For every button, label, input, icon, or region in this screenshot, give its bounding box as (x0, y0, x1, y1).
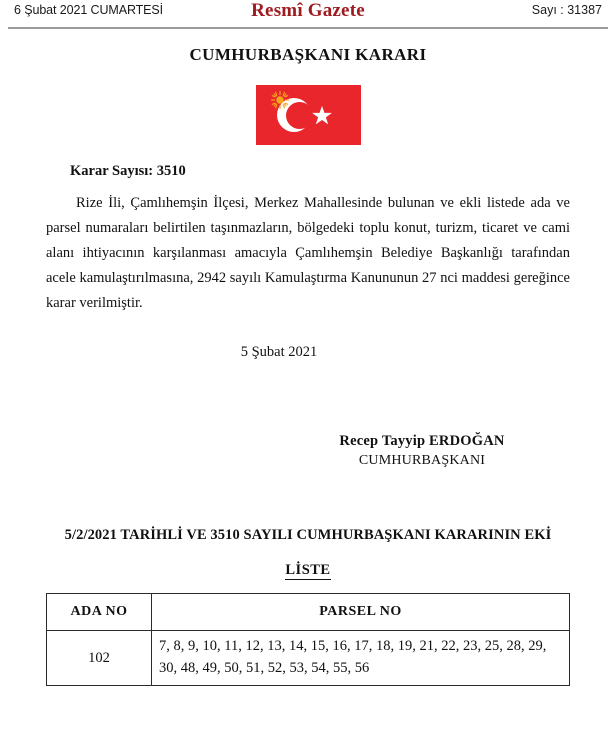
cell-parsel-no (152, 631, 570, 686)
table-header-row (47, 594, 570, 631)
flag-container (0, 85, 616, 145)
sun-burst-icon (270, 90, 290, 110)
annex-list-label (46, 562, 570, 579)
decision-number: Karar Sayısı: 3510 (70, 163, 186, 179)
parcel-table-container (0, 593, 616, 686)
annex-list-label-text: LİSTE (285, 562, 331, 578)
decision-body (0, 163, 616, 579)
signatory-name: Recep Tayyip ERDOĞAN (339, 433, 505, 449)
gazette-title: Resmî Gazete (251, 0, 365, 21)
turkish-flag-icon (256, 85, 361, 145)
decision-paragraph: Rize İli, Çamlıhemşin İlçesi, Merkez Mahallesinde bulunan ve ekli listede ada ve parsel numaraları belirtilen taşınmazların, bölgedeki toplu konut, turizm, ticaret ve cami alanı ihtiyacının karşılanması amacıyla Çamlıhemşin Belediye Başkanlığı tarafından acele kamulaştırılmasına, 2942 sayılı Kamulaştırma Kanununun 27 nci maddesi gereğince karar verilmiştir. (46, 195, 570, 311)
column-header-ada-no: ADA NO (47, 594, 152, 631)
parsel-line-1: 7, 8, 9, 10, 11, 12, 13, 14, 15, 16, 17, 18, 19, 21, 22, 23, 25, 28, 29, (159, 638, 547, 654)
signature-block (46, 433, 570, 469)
parcel-table (46, 593, 570, 686)
gazette-issue-number: Sayı : 31387 (531, 3, 602, 17)
signatory-title: CUMHURBAŞKANI (358, 453, 486, 468)
decision-date: 5 Şubat 2021 (240, 344, 318, 360)
parsel-line-2: 30, 48, 49, 50, 51, 52, 53, 54, 55, 56 (159, 660, 370, 676)
column-header-parsel-no: PARSEL NO (152, 594, 570, 631)
table-row (47, 631, 570, 686)
page-title: CUMHURBAŞKANI KARARI (189, 45, 427, 64)
gazette-date: 6 Şubat 2021 CUMARTESİ (14, 3, 164, 17)
masthead-divider (8, 27, 608, 29)
crescent-inner-shape (286, 102, 313, 129)
annex-heading: 5/2/2021 TARİHLİ VE 3510 SAYILI CUMHURBAŞKANI KARARININ EKİ (64, 527, 552, 543)
cell-ada-no: 102 (47, 631, 152, 686)
masthead (0, 0, 616, 26)
